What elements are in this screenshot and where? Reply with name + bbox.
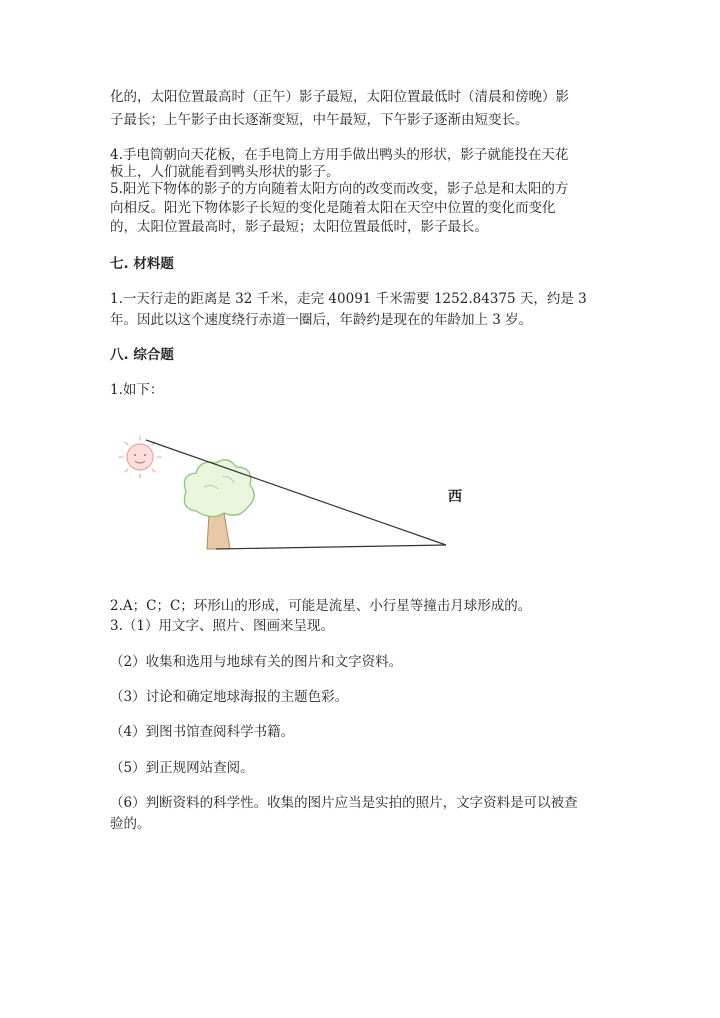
comprehensive-answer-3-step-1: 3.（1）用文字、照片、图画来呈现。 bbox=[110, 618, 334, 634]
comprehensive-answer-3-step-2: （2）收集和选用与地球有关的图片和文字资料。 bbox=[110, 654, 403, 670]
answer-item-4: 4.手电筒朝向天花板，在手电筒上方用手做出鸭头的形状，影子就能投在天花 bbox=[110, 147, 569, 163]
comprehensive-answer-3-step-4: （4）到图书馆查阅科学书籍。 bbox=[110, 724, 295, 740]
materials-answer-1-cont: 年。因此以这个速度绕行赤道一圈后，年龄约是现在的年龄加上 3 岁。 bbox=[110, 312, 533, 328]
materials-answer-1: 1.一天行走的距离是 32 千米，走完 40091 千米需要 1252.84375 天，约是 3 bbox=[110, 291, 587, 307]
comprehensive-answer-2: 2.A；C；C；环形山的形成，可能是流星、小行星等撞击月球形成的。 bbox=[110, 598, 532, 614]
answer-text-line: 化的，太阳位置最高时（正午）影子最短，太阳位置最低时（清晨和傍晚）影 bbox=[110, 89, 569, 105]
section-heading-comprehensive: 八. 综合题 bbox=[110, 347, 174, 363]
answer-item-5-cont: 的，太阳位置最高时，影子最短；太阳位置最低时，影子最长。 bbox=[110, 219, 488, 235]
section-heading-materials: 七. 材料题 bbox=[110, 256, 174, 272]
comprehensive-answer-3-step-3: （3）讨论和确定地球海报的主题色彩。 bbox=[110, 689, 349, 705]
comprehensive-answer-3-step-5: （5）到正规网站查阅。 bbox=[110, 760, 254, 776]
comprehensive-answer-3-step-6-cont: 验的。 bbox=[110, 816, 151, 832]
answer-item-5-cont: 向相反。阳光下物体影子长短的变化是随着太阳在天空中位置的变化而变化 bbox=[110, 200, 556, 216]
comprehensive-answer-3-step-6: （6）判断资料的科学性。收集的图片应当是实拍的照片，文字资料是可以被查 bbox=[110, 795, 578, 811]
answer-item-5: 5.阳光下物体的影子的方向随着太阳方向的改变而改变，影子总是和太阳的方 bbox=[110, 181, 569, 197]
tree-shadow-line bbox=[216, 545, 446, 549]
sun-tree-shadow-diagram bbox=[108, 425, 478, 565]
direction-label-west: 西 bbox=[448, 489, 462, 505]
sun-icon bbox=[119, 436, 161, 478]
comprehensive-answer-1: 1.如下： bbox=[110, 382, 164, 398]
answer-text-line: 子最长；上午影子由长逐渐变短，中午最短，下午影子逐渐由短变长。 bbox=[110, 112, 529, 128]
tree-icon bbox=[184, 460, 254, 549]
answer-item-4-cont: 板上，人们就能看到鸭头形状的影子。 bbox=[110, 164, 340, 180]
